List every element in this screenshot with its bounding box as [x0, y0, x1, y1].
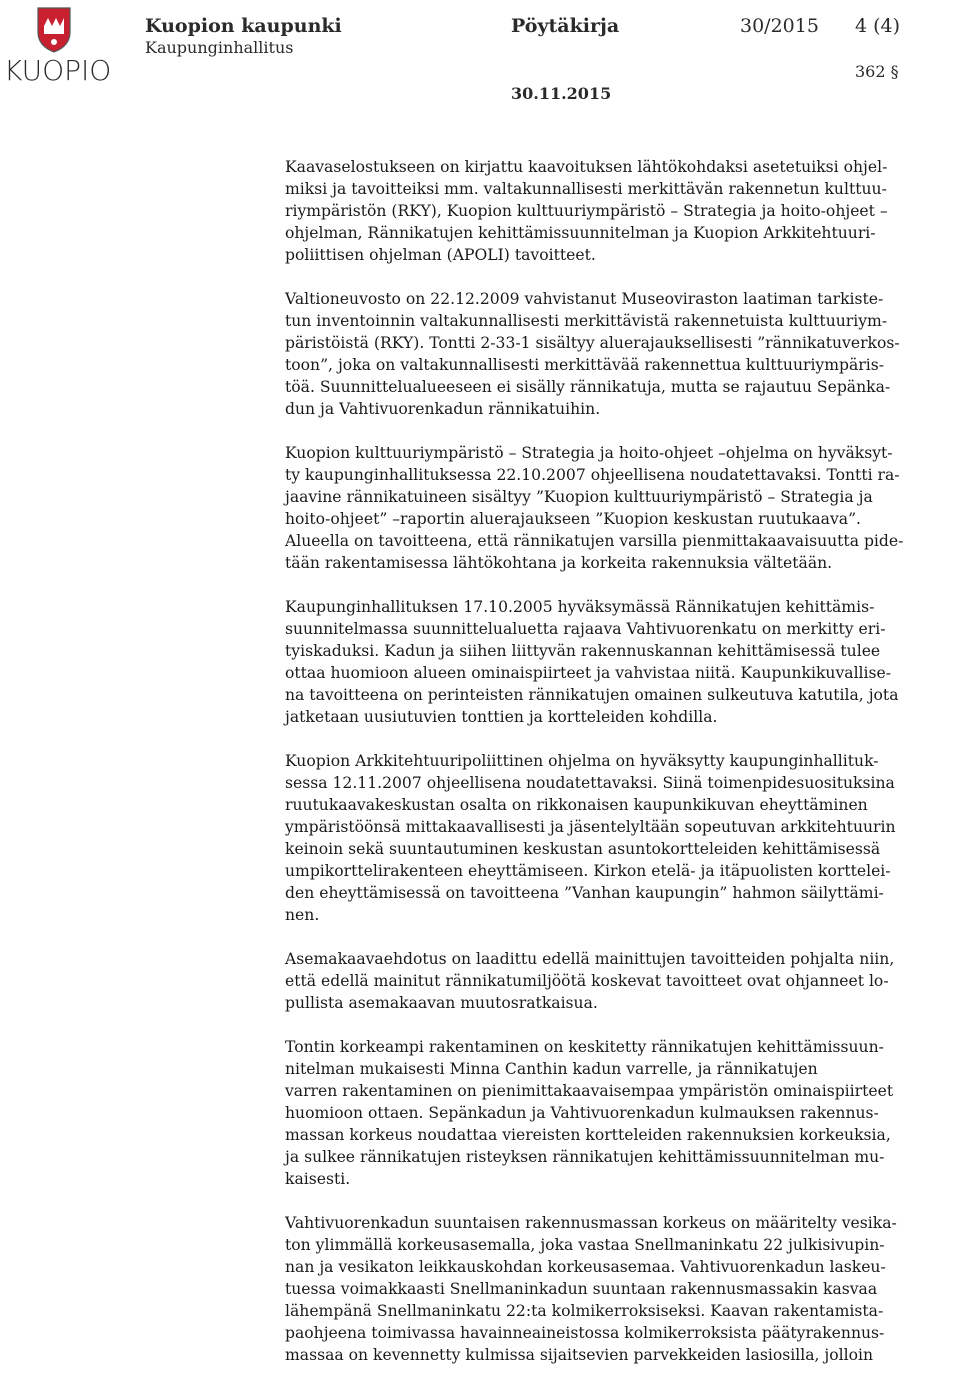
- paragraph-line: ympäristöönsä mittakaavallisesti ja jäsentelyltään sopeutuvan arkkitehtuurin: [285, 818, 896, 836]
- paragraph-line: Kaupunginhallituksen 17.10.2005 hyväksymässä Rännikatujen kehittämis-: [285, 598, 875, 616]
- paragraph-line: päristöistä (RKY). Tontti 2-33-1 sisältyy aluerajauksellisesti ”rännikatuverkos-: [285, 334, 900, 352]
- paragraph-line: massaa on kevennetty kulmissa sijaitsevien parvekkeiden lasiosilla, jolloin: [285, 1346, 874, 1364]
- body-paragraph: [285, 1036, 953, 1190]
- paragraph-line: ottaa huomioon alueen ominaispiirteet ja vahvistaa niitä. Kaupunkikuvallise-: [285, 664, 892, 682]
- decision-body: Kaupunginhallitus: [145, 38, 294, 57]
- paragraph-line: nan ja vesikaton leikkauskohdan korkeusasemaa. Vahtivuorenkadun laskeu-: [285, 1258, 886, 1276]
- paragraph-line: Valtioneuvosto on 22.12.2009 vahvistanut Museoviraston laatiman tarkiste-: [285, 290, 884, 308]
- paragraph-line: tyiskaduksi. Kadun ja siihen liittyvän rakennuskannan kehittämisessä tulee: [285, 642, 881, 660]
- document-body: [285, 156, 953, 1366]
- paragraph-line: ohjelman, Rännikatujen kehittämissuunnitelman ja Kuopion Arkkitehtuuri-: [285, 224, 876, 242]
- paragraph-line: nitelman mukaisesti Minna Canthin kadun varrelle, ja rännikatujen: [285, 1060, 818, 1078]
- paragraph-line: lähempänä Snellmaninkatu 22:ta kolmikerroksiseksi. Kaavan rakentamista-: [285, 1302, 884, 1320]
- paragraph-line: ja sulkee rännikatujen risteyksen rännikatujen kehittämissuunnitelman mu-: [285, 1148, 885, 1166]
- document-number: 30/2015: [740, 15, 819, 37]
- paragraph-line: Kuopion kulttuuriympäristö – Strategia ja hoito-ohjeet –ohjelma on hyväksyt-: [285, 444, 893, 462]
- paragraph-line: nen.: [285, 906, 320, 924]
- paragraph-line: dun ja Vahtivuorenkadun rännikatuihin.: [285, 400, 601, 418]
- paragraph-line: riympäristön (RKY), Kuopion kulttuuriympäristö – Strategia ja hoito-ohjeet –: [285, 202, 888, 220]
- paragraph-line: suunnitelmassa suunnittelualuetta rajaava Vahtivuorenkatu on merkitty eri-: [285, 620, 886, 638]
- paragraph-line: Kuopion Arkkitehtuuripoliittinen ohjelma on hyväksytty kaupunginhallituk-: [285, 752, 879, 770]
- paragraph-line: sessa 12.11.2007 ohjeellisena noudatettavaksi. Siinä toimenpidesuosituksina: [285, 774, 895, 792]
- paragraph-line: että edellä mainitut rännikatumiljöötä koskevat tavoitteet ovat ohjanneet lo-: [285, 972, 889, 990]
- paragraph-line: ty kaupunginhallituksessa 22.10.2007 ohjeellisena noudatettavaksi. Tontti ra-: [285, 466, 900, 484]
- body-paragraph: [285, 442, 953, 574]
- paragraph-line: tun inventoinnin valtakunnallisesti merkittävistä rakennetuista kulttuuriym-: [285, 312, 888, 330]
- paragraph-line: keinoin sekä suuntautuminen keskustan asuntokortteleiden kehittämisessä: [285, 840, 881, 858]
- paragraph-line: poliittisen ohjelman (APOLI) tavoitteet.: [285, 246, 596, 264]
- paragraph-line: miksi ja tavoitteiksi mm. valtakunnallisesti merkittävän rakennetun kulttuu-: [285, 180, 887, 198]
- paragraph-line: tuessa voimakkaasti Snellmaninkadun suuntaan rakennusmassakin kasvaa: [285, 1280, 878, 1298]
- paragraph-line: kaisesti.: [285, 1170, 351, 1188]
- paragraph-line: hoito-ohjeet” –raportin aluerajaukseen ”Kuopion keskustan ruutukaava”.: [285, 510, 862, 528]
- page-number: 4 (4): [855, 15, 901, 37]
- kuopio-logo: [4, 4, 112, 92]
- body-paragraph: [285, 596, 953, 728]
- paragraph-line: töä. Suunnittelualueeseen ei sisälly rännikatuja, mutta se rajautuu Sepänka-: [285, 378, 891, 396]
- body-paragraph: [285, 288, 953, 420]
- paragraph-line: jaavine rännikatuineen sisältyy ”Kuopion kulttuuriympäristö – Strategia ja: [285, 488, 873, 506]
- paragraph-line: pullista asemakaavan muutosratkaisua.: [285, 994, 598, 1012]
- paragraph-line: huomioon ottaen. Sepänkadun ja Vahtivuorenkadun kulmauksen rakennus-: [285, 1104, 879, 1122]
- paragraph-line: varren rakentaminen on pienimittakaavaisempaa ympäristön ominaispiirteet: [285, 1082, 894, 1100]
- paragraph-line: Vahtivuorenkadun suuntaisen rakennusmassan korkeus on määritelty vesika-: [285, 1214, 897, 1232]
- body-paragraph: [285, 1212, 953, 1366]
- paragraph-line: den eheyttämisessä on tavoitteena ”Vanhan kaupungin” hahmon säilyttämi-: [285, 884, 884, 902]
- logo-wordmark: KUOPIO: [4, 54, 112, 87]
- section-number: 362 §: [855, 62, 899, 81]
- paragraph-line: Alueella on tavoitteena, että rännikatujen varsilla pienmittakaavaisuutta pide-: [285, 532, 904, 550]
- body-paragraph: [285, 948, 953, 1014]
- paragraph-line: Asemakaavaehdotus on laadittu edellä mainittujen tavoitteiden pohjalta niin,: [285, 950, 895, 968]
- paragraph-line: na tavoitteena on perinteisten rännikatujen omainen sulkeutuva katutila, jota: [285, 686, 899, 704]
- document-type: Pöytäkirja: [511, 15, 620, 37]
- paragraph-line: ruutukaavakeskustan osalta on rikkonaisen kaupunkikuvan eheyttäminen: [285, 796, 868, 814]
- coat-of-arms-icon: [36, 4, 72, 54]
- paragraph-line: toon”, joka on valtakunnallisesti merkittävää rakennettua kulttuuriympäris-: [285, 356, 885, 374]
- paragraph-line: paohjeena toimivassa havainneaineistossa kolmikerroksista päätyrakennus-: [285, 1324, 885, 1342]
- paragraph-line: Tontin korkeampi rakentaminen on keskitetty rännikatujen kehittämissuun-: [285, 1038, 884, 1056]
- paragraph-line: massan korkeus noudattaa viereisten kortteleiden rakennuksien korkeuksia,: [285, 1126, 891, 1144]
- body-paragraph: [285, 750, 953, 926]
- paragraph-line: umpikorttelirakenteen eheyttämiseen. Kirkon etelä- ja itäpuolisten korttelei-: [285, 862, 891, 880]
- paragraph-line: jatketaan uusiutuvien tonttien ja kortteleiden kohdilla.: [285, 708, 718, 726]
- paragraph-line: Kaavaselostukseen on kirjattu kaavoituksen lähtökohdaksi asetetuiksi ohjel-: [285, 158, 888, 176]
- paragraph-line: tään rakentamisessa lähtökohtana ja korkeita rakennuksia vältetään.: [285, 554, 833, 572]
- meeting-date: 30.11.2015: [511, 84, 612, 103]
- body-paragraph: [285, 156, 953, 266]
- organization-name: Kuopion kaupunki: [145, 15, 342, 37]
- paragraph-line: ton ylimmällä korkeusasemalla, joka vastaa Snellmaninkatu 22 julkisivupin-: [285, 1236, 885, 1254]
